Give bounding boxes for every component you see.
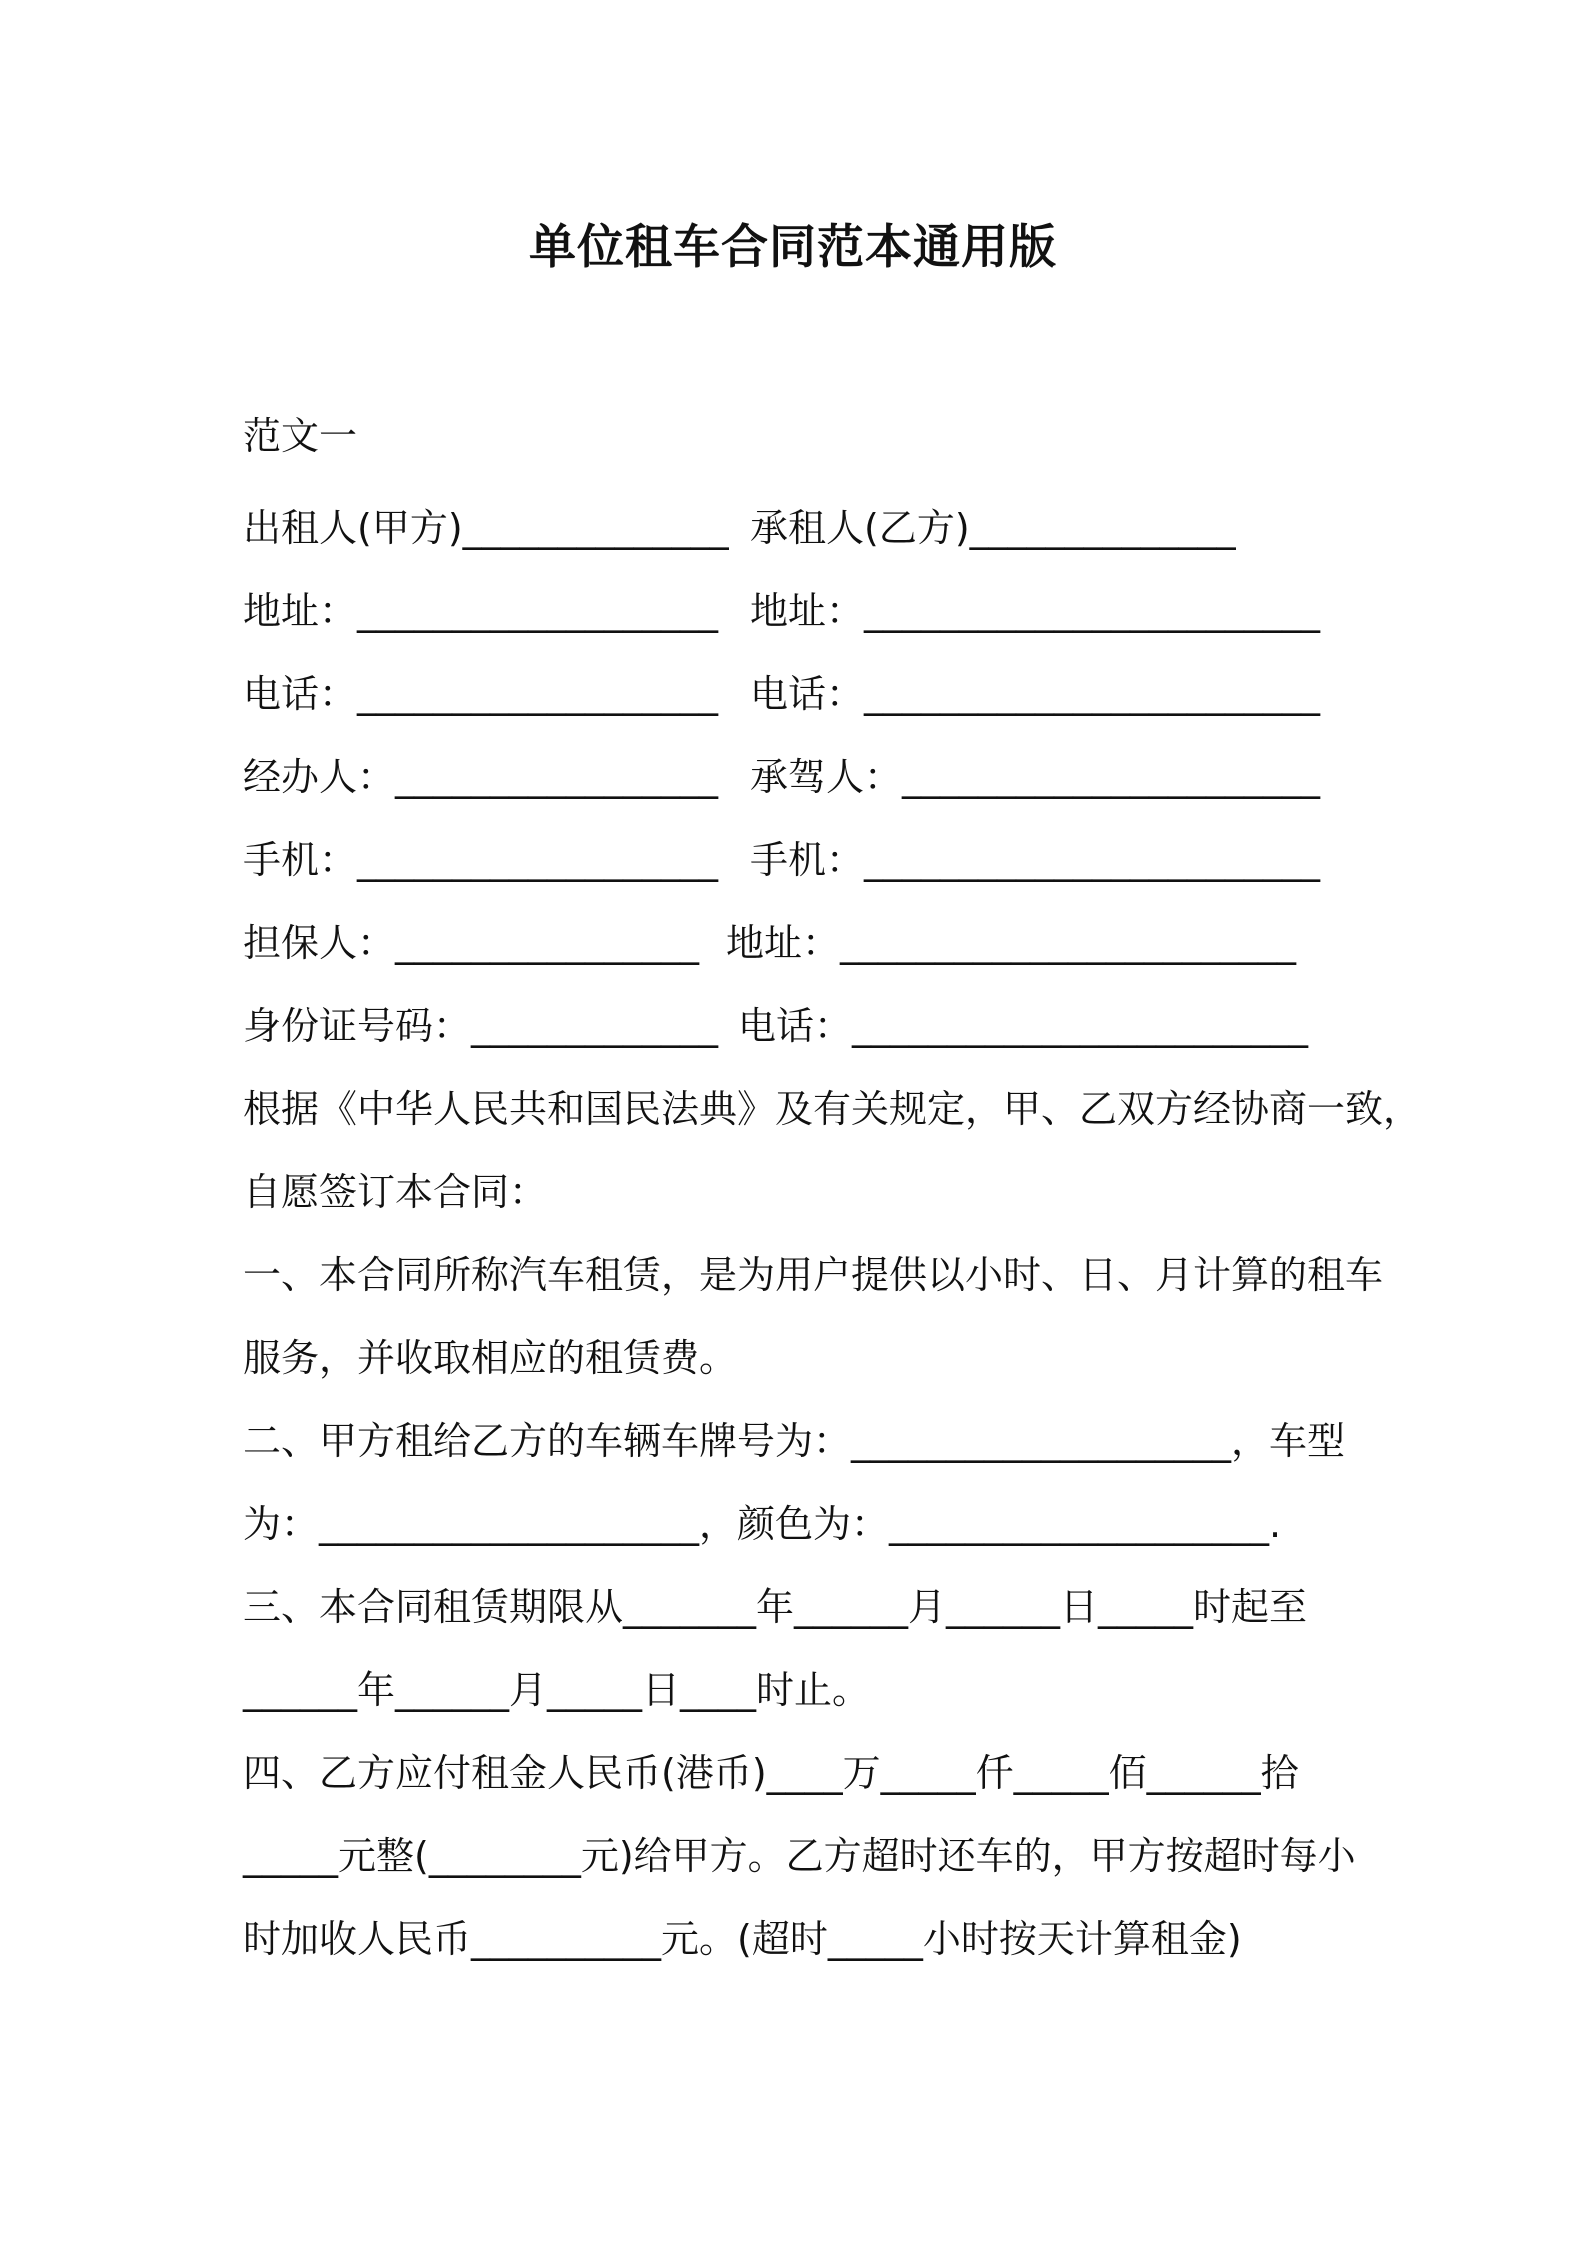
id-number-field: 身份证号码：_____________ <box>243 1004 719 1048</box>
lessee-address-field: 地址：________________________ <box>750 589 1321 633</box>
guarantor-field: 担保人：________________ <box>243 921 700 965</box>
body-line: 自愿签订本合同： <box>243 1170 548 1214</box>
clause-1-line: 服务，并收取相应的租赁费。 <box>243 1336 738 1380</box>
clause-4-line: _____元整(________元)给甲方。乙方超时还车的，甲方按超时每小 <box>243 1834 1356 1878</box>
document-title: 单位租车合同范本通用版 <box>529 220 1057 275</box>
agent-mobile-field: 手机：___________________ <box>243 838 719 882</box>
clause-3-line: 三、本合同租赁期限从_______年______月______日_____时起至 <box>243 1585 1308 1629</box>
lessee-field: 承租人(乙方)______________ <box>750 506 1236 550</box>
section-label: 范文一 <box>243 414 358 458</box>
clause-2-line: 为：____________________，颜色为：____________________. <box>243 1502 1282 1546</box>
clause-3-line: ______年______月_____日____时止。 <box>243 1668 871 1712</box>
lessor-phone-field: 电话：___________________ <box>243 672 719 716</box>
clause-1-line: 一、本合同所称汽车租赁，是为用户提供以小时、日、月计算的租车 <box>243 1253 1384 1297</box>
lessee-phone-field: 电话：________________________ <box>750 672 1321 716</box>
guarantor-address-field: 地址：________________________ <box>726 921 1297 965</box>
clause-4-line: 时加收人民币__________元。(超时_____小时按天计算租金) <box>243 1917 1242 1961</box>
agent-field: 经办人：_________________ <box>243 755 719 799</box>
driver-mobile-field: 手机：________________________ <box>750 838 1321 882</box>
clause-2-line: 二、甲方租给乙方的车辆车牌号为：____________________，车型 <box>243 1419 1346 1463</box>
lessor-field: 出租人(甲方)______________ <box>243 506 729 550</box>
lessor-address-field: 地址：___________________ <box>243 589 719 633</box>
body-line: 根据《中华人民共和国民法典》及有关规定，甲、乙双方经协商一致， <box>243 1087 1422 1131</box>
clause-4-line: 四、乙方应付租金人民币(港币)____万_____仟_____佰______拾 <box>243 1751 1299 1795</box>
guarantor-phone-field: 电话：________________________ <box>738 1004 1309 1048</box>
driver-field: 承驾人：______________________ <box>750 755 1321 799</box>
